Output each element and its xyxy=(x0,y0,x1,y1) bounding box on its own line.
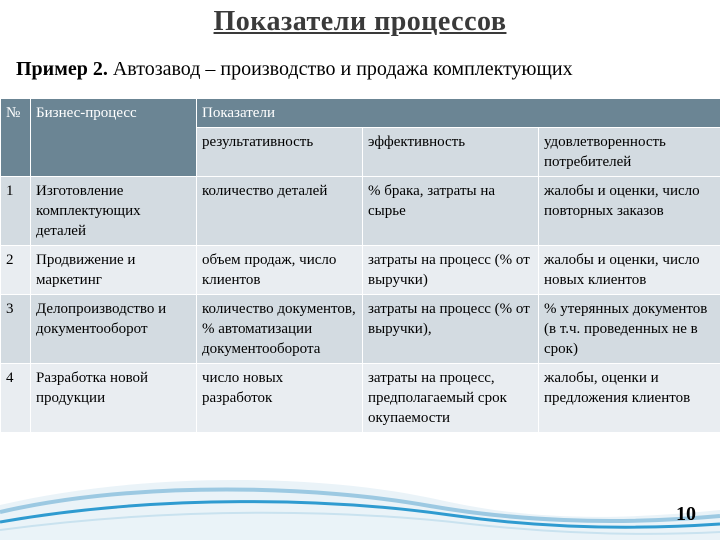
header-satisfaction: удовлетворенность потребителей xyxy=(539,128,720,177)
header-result: результативность xyxy=(197,128,363,177)
cell-process: Разработка новой продукции xyxy=(31,364,197,433)
header-process: Бизнес-процесс xyxy=(31,99,197,177)
slide-title: Показатели процессов xyxy=(213,6,507,37)
cell-process: Делопроизводство и документооборот xyxy=(31,295,197,364)
cell-result: количество деталей xyxy=(197,177,363,246)
cell-efficiency: затраты на процесс, предполагаемый срок окупаемости xyxy=(363,364,539,433)
cell-satisfaction: жалобы, оценки и предложения клиентов xyxy=(539,364,720,433)
header-efficiency: эффективность xyxy=(363,128,539,177)
cell-process: Изготовление комплектующих деталей xyxy=(31,177,197,246)
cell-num: 3 xyxy=(1,295,31,364)
cell-efficiency: % брака, затраты на сырье xyxy=(363,177,539,246)
cell-efficiency: затраты на процесс (% от выручки) xyxy=(363,246,539,295)
cell-satisfaction: % утерянных документов (в т.ч. проведенных не в срок) xyxy=(539,295,720,364)
cell-process: Продвижение и маркетинг xyxy=(31,246,197,295)
page-number: 10 xyxy=(676,503,696,525)
cell-satisfaction: жалобы и оценки, число новых клиентов xyxy=(539,246,720,295)
header-num: № xyxy=(1,99,31,177)
subtitle-label: Пример 2. xyxy=(16,58,108,80)
cell-satisfaction: жалобы и оценки, число повторных заказов xyxy=(539,177,720,246)
header-indicators: Показатели xyxy=(197,99,720,128)
cell-efficiency: затраты на процесс (% от выручки), xyxy=(363,295,539,364)
cell-num: 2 xyxy=(1,246,31,295)
cell-result: объем продаж, число клиентов xyxy=(197,246,363,295)
cell-result: количество документов, % автоматизации документооборота xyxy=(197,295,363,364)
cell-num: 4 xyxy=(1,364,31,433)
cell-result: число новых разработок xyxy=(197,364,363,433)
subtitle-text: Автозавод – производство и продажа комплектующих xyxy=(107,58,573,80)
cell-num: 1 xyxy=(1,177,31,246)
